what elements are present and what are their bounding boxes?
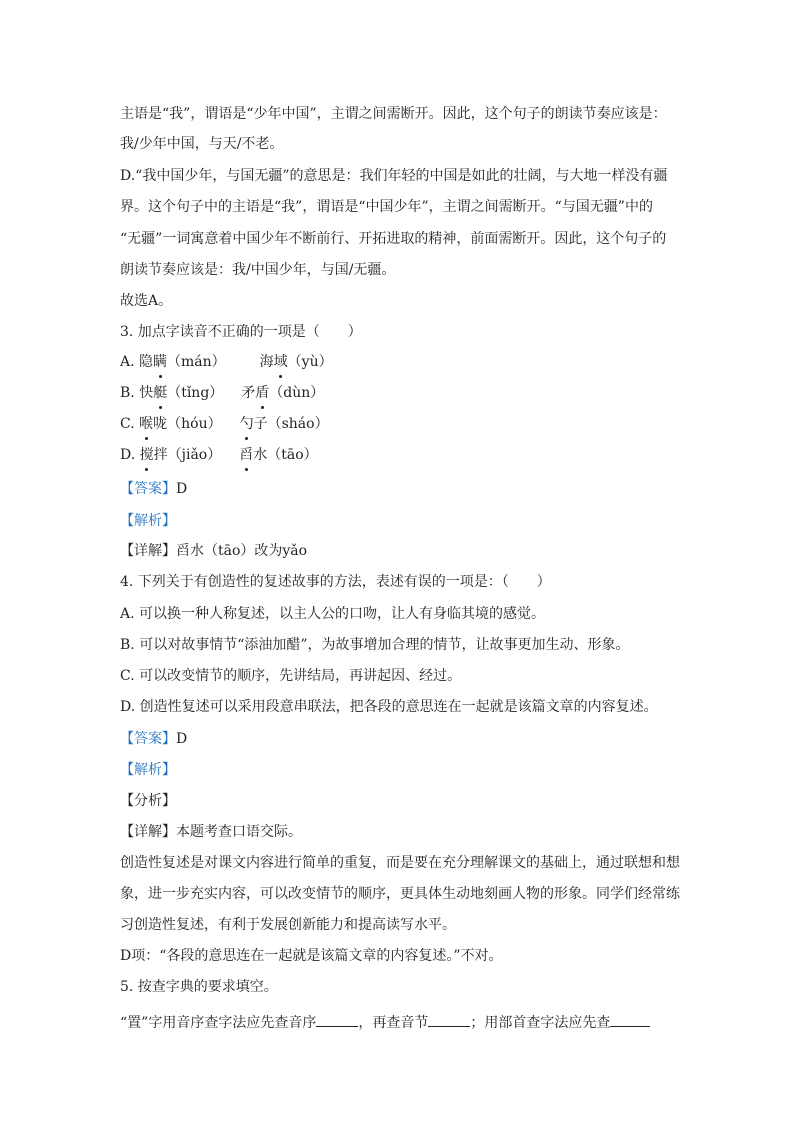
detail-line <box>120 823 302 841</box>
text-line: 朗读节奏应该是：我/中国少年，与国/无疆。 <box>120 262 396 278</box>
fill-text: ；用部首查字法应先查 <box>470 1015 611 1031</box>
pinyin: （tǐng） <box>167 385 224 401</box>
answer-value: D <box>176 481 188 497</box>
option-b <box>120 384 324 402</box>
answer-line <box>120 730 187 748</box>
blank-syllable[interactable] <box>428 1012 470 1027</box>
q4-option-c: C. 可以改变情节的顺序，先讲结局，再讲起因、经过。 <box>120 668 462 684</box>
dotted-char: 盾 <box>255 385 270 401</box>
detail-line <box>120 542 307 560</box>
detail-tag: 【详解】 <box>120 824 176 840</box>
text-line: 界。这个句子中的主语是“我”，谓语是“中国少年”，主谓之间需断开。“与国无疆”中的 <box>120 199 653 215</box>
analysis-tag: 【解析】 <box>120 762 176 778</box>
option-c <box>120 415 329 433</box>
explain-line: 象，进一步充实内容，可以改变情节的顺序，更具体生动地刻画人物的形象。同学们经常练 <box>120 886 680 902</box>
dotted-char: 搅 <box>139 447 154 463</box>
char: 子 <box>253 416 268 432</box>
dotted-char: 域 <box>273 354 288 370</box>
q4-option-a: A. 可以换一种人称复述，以主人公的口吻，让人有身临其境的感觉。 <box>120 606 546 622</box>
pinyin: （yù） <box>287 354 333 370</box>
question-4-stem: 4. 下列关于有创造性的复述故事的方法，表述有误的一项是：（ ） <box>120 574 551 590</box>
detail-text: 舀水（tāo）改为yǎo <box>176 543 308 559</box>
text-line: 主语是“我”，谓语是“少年中国”，主谓之间需断开。因此，这个句子的朗读节奏应该是： <box>120 106 667 122</box>
analysis-tag: 【解析】 <box>120 513 176 529</box>
option-label: D. <box>120 447 136 463</box>
question-3-stem: 3. 加点字读音不正确的一项是（ ） <box>120 324 362 340</box>
detail-tag: 【详解】 <box>120 543 176 559</box>
answer-value: D <box>176 731 188 747</box>
fenxi-line <box>120 792 176 810</box>
char: 隐 <box>139 354 154 370</box>
q4-option-b: B. 可以对故事情节“添油加醋”，为故事增加合理的情节，让故事更加生动、形象。 <box>120 637 630 653</box>
text-line: 故选A。 <box>120 293 173 309</box>
option-label: C. <box>120 416 135 432</box>
text-line: D.“我中国少年，与国无疆”的意思是：我们年轻的中国是如此的壮阔，与大地一样没有疆 <box>120 168 668 184</box>
text-line: 我/少年中国，与天/不老。 <box>120 136 284 152</box>
detail-text: 本题考查口语交际。 <box>176 824 302 840</box>
pinyin: （hóu） <box>167 416 222 432</box>
pinyin: （mán） <box>167 354 226 370</box>
pinyin: （jiǎo） <box>167 447 222 463</box>
explain-line: D项：“各段的意思连在一起就是该篇文章的内容复述。”不对。 <box>120 948 503 964</box>
dotted-char: 舀 <box>239 447 254 463</box>
char: 拌 <box>153 447 168 463</box>
dotted-char: 艇 <box>153 385 168 401</box>
analysis-line <box>120 761 176 779</box>
char: 矛 <box>241 385 256 401</box>
pinyin: （tāo） <box>267 447 318 463</box>
fill-text: “置”字用音序查字法应先查音序 <box>120 1015 317 1031</box>
q4-option-d: D. 创造性复述可以采用段意串联法，把各段的意思连在一起就是该篇文章的内容复述。 <box>120 699 658 715</box>
question-5-stem: 5. 按查字典的要求填空。 <box>120 979 278 995</box>
pinyin: （sháo） <box>267 416 329 432</box>
char: 咙 <box>153 416 168 432</box>
blank-radical[interactable] <box>610 1012 650 1027</box>
fenxi-tag: 【分析】 <box>120 793 176 809</box>
char: 海 <box>259 354 274 370</box>
analysis-line <box>120 512 176 530</box>
dotted-char: 瞒 <box>153 354 168 370</box>
dotted-char: 勺 <box>239 416 254 432</box>
pinyin: （dùn） <box>269 385 325 401</box>
explain-line: 创造性复述是对课文内容进行简单的重复，而是要在充分理解课文的基础上，通过联想和想 <box>120 855 680 871</box>
answer-line <box>120 480 187 498</box>
option-label: B. <box>120 385 135 401</box>
blank-initial[interactable] <box>316 1012 358 1027</box>
answer-tag: 【答案】 <box>120 731 176 747</box>
option-label: A. <box>120 354 135 370</box>
answer-tag: 【答案】 <box>120 481 176 497</box>
explain-line: 习创造性复述，有利于发展创新能力和提高读写水平。 <box>120 917 456 933</box>
option-d <box>120 446 318 464</box>
char: 水 <box>253 447 268 463</box>
char: 快 <box>139 385 154 401</box>
option-a <box>120 353 333 371</box>
fill-text: ，再查音节 <box>358 1015 429 1031</box>
dotted-char: 喉 <box>139 416 154 432</box>
text-line: “无疆”一词寓意着中国少年不断前行、开拓进取的精神，前面需断开。因此，这个句子的 <box>120 231 667 247</box>
question-5-fill <box>120 1012 650 1032</box>
